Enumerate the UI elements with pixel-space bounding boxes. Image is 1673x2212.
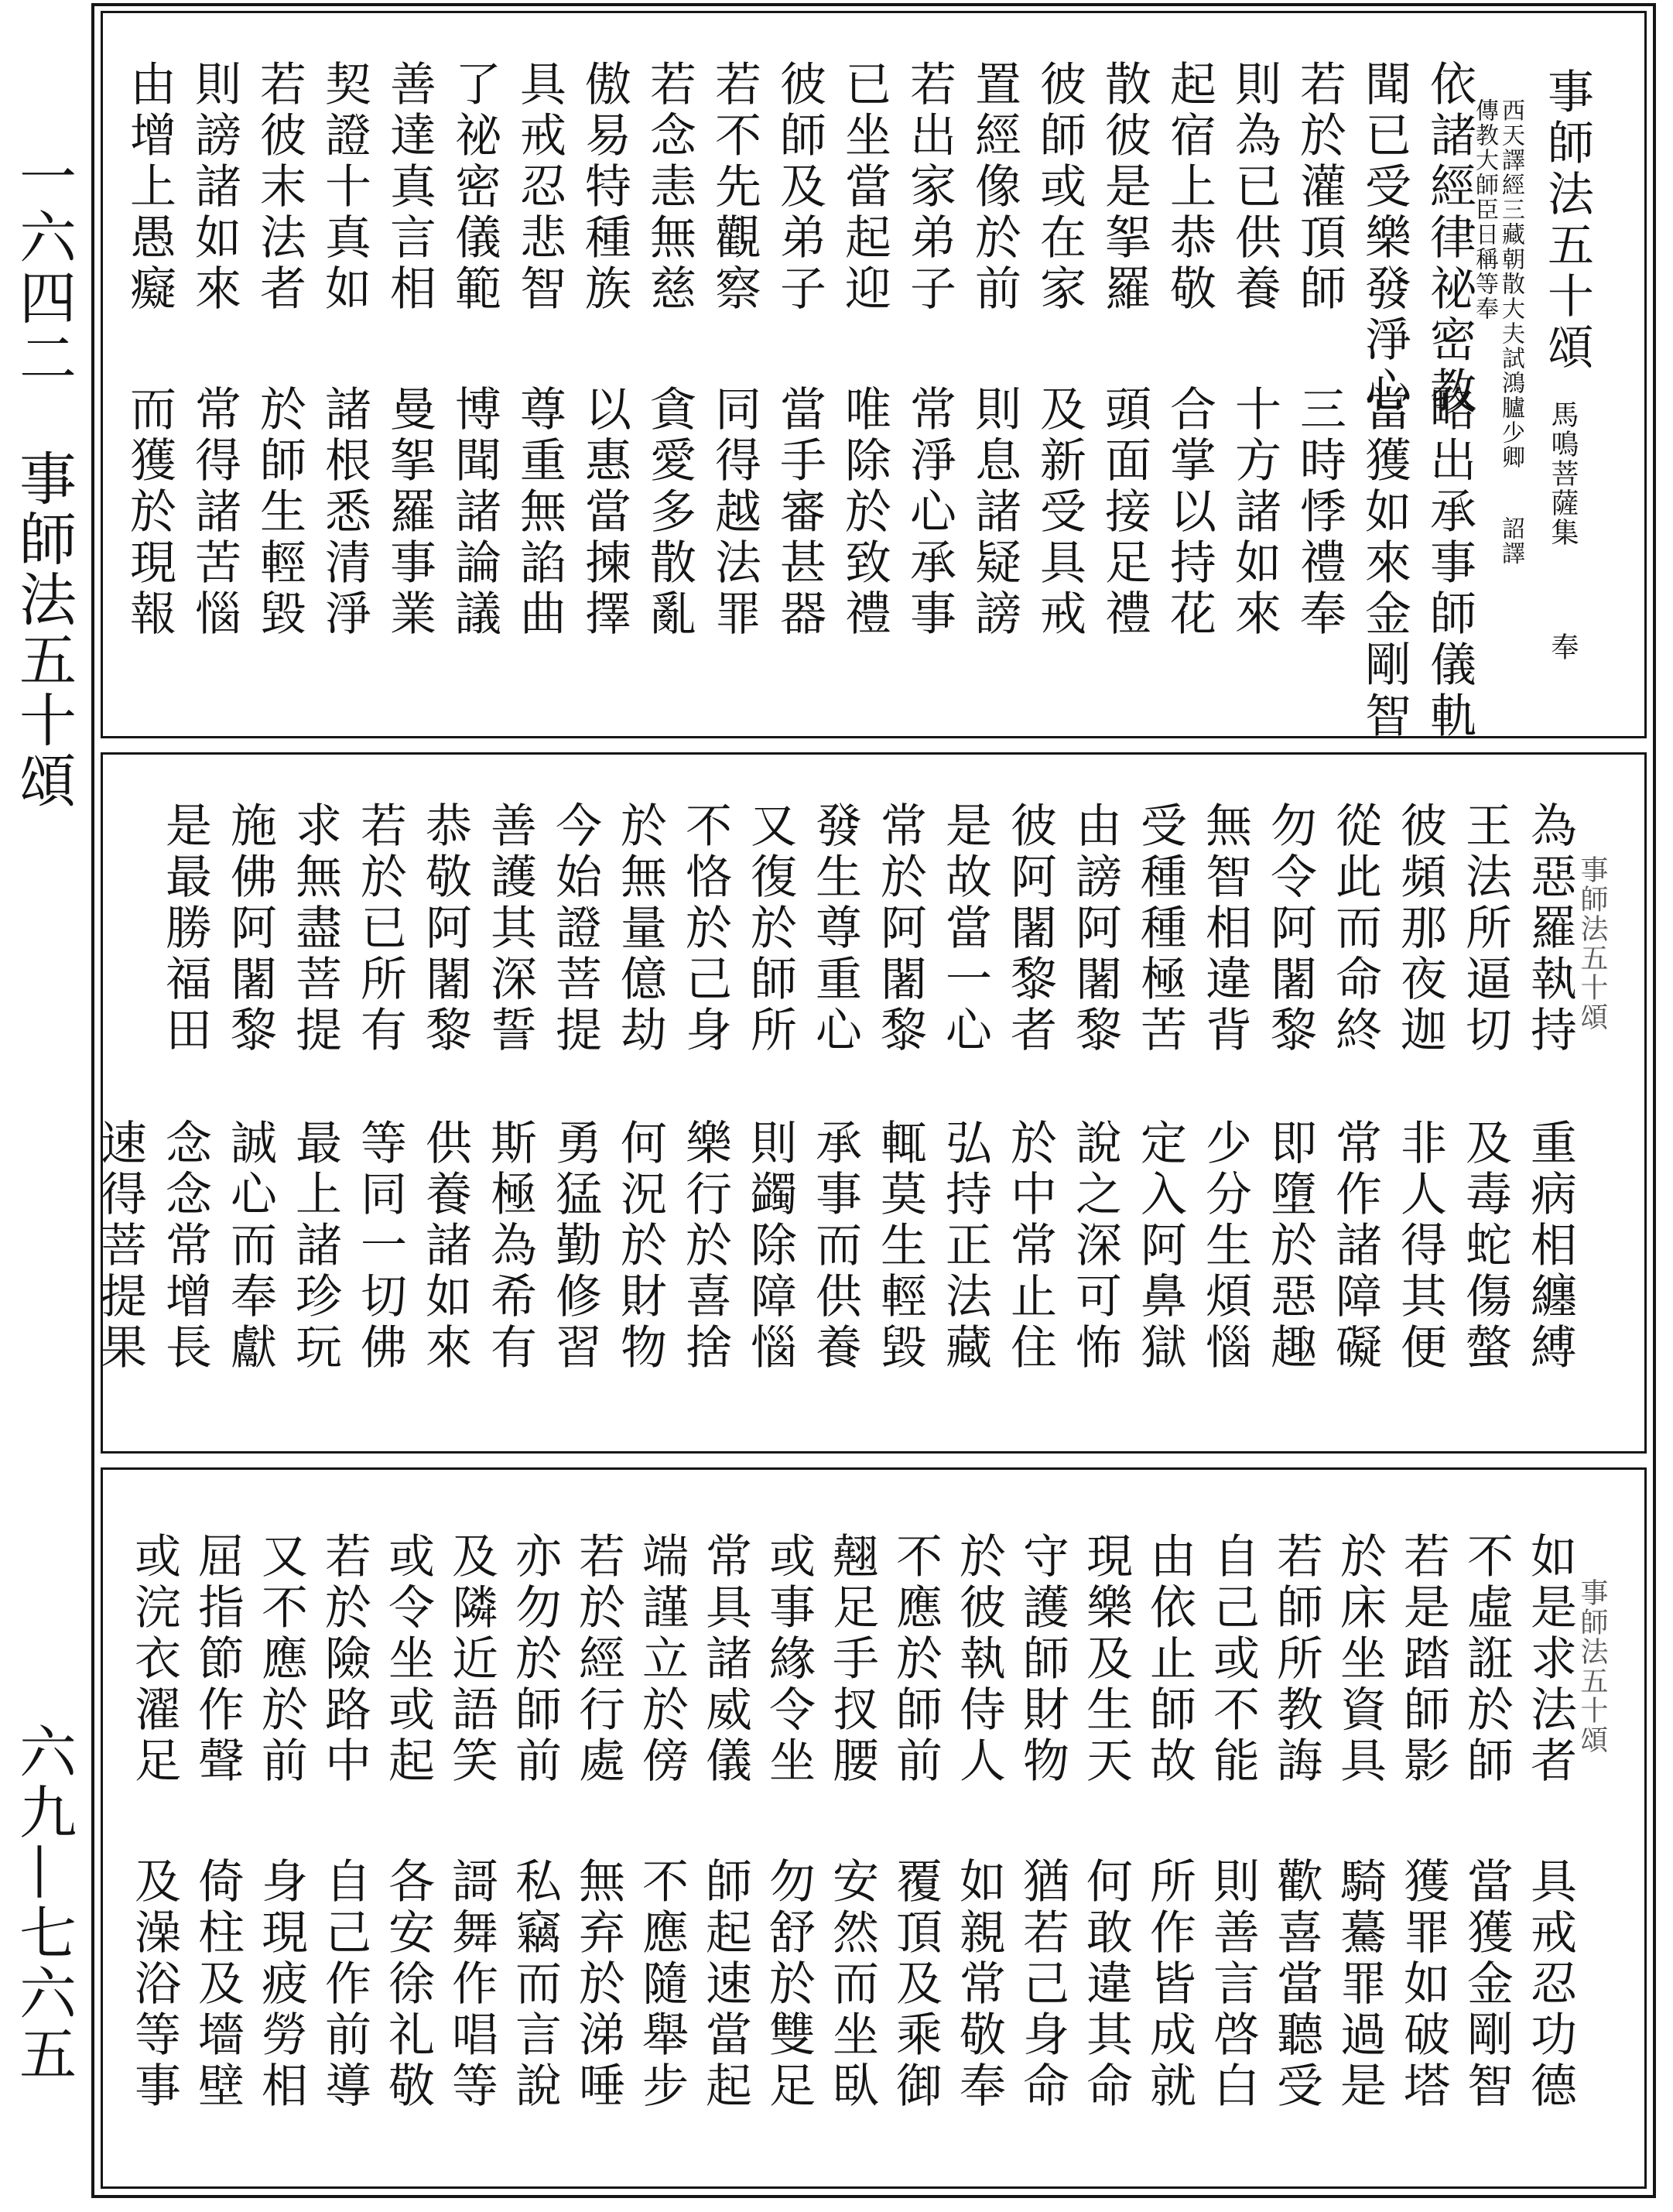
panel-header: 事師法五十頌 — [1576, 855, 1608, 1032]
verse-column: 曼挐羅事業 — [382, 385, 436, 640]
verse-column: 具戒忍功德 — [1523, 1857, 1577, 2112]
verse-column: 身現疲勞相 — [254, 1857, 308, 2112]
margin-page-number: 六九—七六五 — [10, 1722, 77, 2084]
verse-column: 歡喜當聽受 — [1269, 1857, 1323, 2112]
verse-column: 又不應於前 — [254, 1532, 308, 1787]
verse-column: 當獲金剛智 — [1459, 1857, 1514, 2112]
verse-column: 亦勿於師前 — [508, 1532, 562, 1787]
verse-column: 於中常止住 — [1003, 1118, 1057, 1374]
verse-column: 勿舒於雙足 — [761, 1857, 816, 2112]
verse-column: 置經像於前 — [967, 60, 1021, 315]
verse-column: 不虛誑於師 — [1459, 1532, 1514, 1787]
verse-column: 承事而供養 — [808, 1118, 862, 1374]
verse-column: 為惡羅執持 — [1523, 801, 1577, 1056]
verse-column: 若於險路中 — [317, 1532, 371, 1787]
verse-column: 猶若己身命 — [1015, 1857, 1069, 2112]
verse-column: 供養諸如來 — [418, 1118, 472, 1374]
verse-column: 彼阿闍黎者 — [1003, 801, 1057, 1056]
verse-column: 當獲如來金剛智 — [1357, 385, 1411, 742]
verse-column: 私竊而言說 — [508, 1857, 562, 2112]
verse-column: 即墮於惡趣 — [1263, 1118, 1317, 1374]
verse-column: 騎驀罪過是 — [1333, 1857, 1387, 2112]
verse-column: 則為已供養 — [1227, 60, 1281, 315]
verse-column: 十方諸如來 — [1227, 385, 1281, 640]
verse-column: 弘持正法藏 — [938, 1118, 992, 1374]
verse-column: 尊重無諂曲 — [512, 385, 566, 640]
verse-column: 彼師或在家 — [1032, 60, 1086, 315]
verse-column: 由依止師故 — [1142, 1532, 1196, 1787]
verse-column: 不恪於己身 — [678, 801, 732, 1056]
title: 事師法五十頌 — [1540, 67, 1594, 374]
verse-column: 最上諸珍玩 — [288, 1118, 342, 1374]
verse-column: 無弃於涕唾 — [571, 1857, 625, 2112]
verse-column: 依諸經律祕密教 — [1422, 60, 1476, 417]
author-note: 奉 — [1547, 632, 1579, 662]
verse-column: 重病相纏縛 — [1523, 1118, 1577, 1374]
verse-column: 自己或不能 — [1206, 1532, 1260, 1787]
verse-column: 若出家弟子 — [902, 60, 956, 315]
verse-column: 速得菩提果 — [93, 1118, 147, 1374]
verse-column: 師起速當起 — [698, 1857, 752, 2112]
verse-column: 常作諸障礙 — [1328, 1118, 1382, 1374]
verse-column: 則蠲除障惱 — [743, 1118, 797, 1374]
verse-column: 是故當一心 — [938, 801, 992, 1056]
panel-header: 事師法五十頌 — [1576, 1578, 1608, 1755]
verse-column: 所作皆成就 — [1142, 1857, 1196, 2112]
verse-column: 何況於財物 — [613, 1118, 667, 1374]
verse-column: 或浣衣濯足 — [127, 1532, 181, 1787]
verse-column: 少分生煩惱 — [1198, 1118, 1252, 1374]
verse-column: 誠心而奉獻 — [223, 1118, 277, 1374]
verse-column: 聞已受樂發淨心 — [1357, 60, 1411, 417]
verse-column: 現樂及生天 — [1079, 1532, 1133, 1787]
verse-column: 常具諸威儀 — [698, 1532, 752, 1787]
verse-column: 唯除於致禮 — [837, 385, 891, 640]
verse-column: 善達真言相 — [382, 60, 436, 315]
verse-column: 於床坐資具 — [1333, 1532, 1387, 1787]
verse-column: 等同一切佛 — [353, 1118, 407, 1374]
panel-1 — [101, 11, 1647, 742]
verse-column: 由謗阿闍黎 — [1068, 801, 1122, 1056]
verse-column: 常淨心承事 — [902, 385, 956, 640]
margin-page-label: 一六四二 事師法五十頌 — [10, 147, 77, 811]
verse-column: 勿令阿闍黎 — [1263, 801, 1317, 1056]
verse-column: 輒莫生輕毀 — [873, 1118, 927, 1374]
verse-column: 若於經行處 — [571, 1532, 625, 1787]
verse-column: 不應於師前 — [888, 1532, 943, 1787]
verse-column: 不應隨舉步 — [635, 1857, 689, 2112]
verse-column: 獲罪如破塔 — [1396, 1857, 1450, 2112]
verse-column: 王法所逼切 — [1458, 801, 1512, 1056]
verse-column: 念念常增長 — [158, 1118, 212, 1374]
verse-column: 或事緣令坐 — [761, 1532, 816, 1787]
translator-line: 傳教大師臣日稱等奉 — [1471, 98, 1498, 321]
panel-3 — [101, 1467, 1647, 2189]
verse-column: 若於已所有 — [353, 801, 407, 1056]
verse-column: 及毒蛇傷螫 — [1458, 1118, 1512, 1374]
panel-2 — [93, 752, 1647, 1454]
verse-column: 若不先觀察 — [707, 60, 761, 315]
verse-column: 倚柱及墻壁 — [190, 1857, 245, 2112]
verse-column: 合掌以持花 — [1162, 385, 1216, 640]
verse-column: 以惠當揀擇 — [577, 385, 631, 640]
verse-column: 若師所教誨 — [1269, 1532, 1323, 1787]
verse-column: 從此而命終 — [1328, 801, 1382, 1056]
verse-column: 如是求法者 — [1523, 1532, 1577, 1787]
verse-column: 勇猛勤修習 — [548, 1118, 602, 1374]
verse-column: 或令坐或起 — [381, 1532, 435, 1787]
verse-column: 是最勝福田 — [158, 801, 212, 1056]
verse-column: 恭敬阿闍黎 — [418, 801, 472, 1056]
verse-column: 博聞諸論議 — [447, 385, 501, 640]
verse-column: 無智相違背 — [1198, 801, 1252, 1056]
verse-column: 及澡浴等事 — [127, 1857, 181, 2112]
verse-column: 彼頻那夜迦 — [1393, 801, 1447, 1056]
verse-column: 覆頂及乘御 — [888, 1857, 943, 2112]
verse-column: 若念恚無慈 — [642, 60, 696, 315]
verse-column: 若於灌頂師 — [1292, 60, 1346, 315]
verse-column: 謌舞作唱等 — [444, 1857, 498, 2112]
verse-column: 非人得其便 — [1393, 1118, 1447, 1374]
verse-column: 略出承事師儀軌 — [1422, 385, 1476, 742]
verse-column: 如親常敬奉 — [952, 1857, 1006, 2112]
verse-column: 定入阿鼻獄 — [1133, 1118, 1187, 1374]
verse-column: 同得越法罪 — [707, 385, 761, 640]
verse-column: 及新受具戒 — [1032, 385, 1086, 640]
verse-column: 善護其深誓 — [483, 801, 537, 1056]
verse-column: 各安徐礼敬 — [381, 1857, 435, 2112]
verse-column: 常於阿闍黎 — [873, 801, 927, 1056]
verse-column: 及隣近語笑 — [444, 1532, 498, 1787]
verse-column: 由增上愚癡 — [122, 60, 176, 315]
verse-column: 已坐當起迎 — [837, 60, 891, 315]
verse-column: 施佛阿闍黎 — [223, 801, 277, 1056]
verse-column: 於無量億劫 — [613, 801, 667, 1056]
verse-column: 樂行於喜捨 — [678, 1118, 732, 1374]
verse-column: 起宿上恭敬 — [1162, 60, 1216, 315]
verse-column: 今始證菩提 — [548, 801, 602, 1056]
verse-column: 了祕密儀範 — [447, 60, 501, 315]
verse-column: 說之深可怖 — [1068, 1118, 1122, 1374]
verse-column: 三時悸禮奉 — [1292, 385, 1346, 640]
verse-column: 發生尊重心 — [808, 801, 862, 1056]
verse-column: 自己作前導 — [317, 1857, 371, 2112]
verse-column: 則謗諸如來 — [187, 60, 241, 315]
verse-column: 傲易特種族 — [577, 60, 631, 315]
author: 馬鳴菩薩集 — [1547, 400, 1579, 547]
verse-column: 安然而坐臥 — [825, 1857, 879, 2112]
verse-column: 於彼執侍人 — [952, 1532, 1006, 1787]
translator-line: 西天譯經三藏朝散大夫試鴻臚少卿 — [1497, 98, 1524, 470]
verse-column: 端謹立於傍 — [635, 1532, 689, 1787]
translator-note: 詔譯 — [1497, 516, 1524, 566]
verse-column: 當手審甚器 — [772, 385, 826, 640]
verse-column: 彼師及弟子 — [772, 60, 826, 315]
verse-column: 頭面接足禮 — [1097, 385, 1151, 640]
verse-column: 又復於師所 — [743, 801, 797, 1056]
verse-column: 何敢違其命 — [1079, 1857, 1133, 2112]
verse-column: 散彼是挐羅 — [1097, 60, 1151, 315]
verse-column: 若是踏師影 — [1396, 1532, 1450, 1787]
verse-column: 則息諸疑謗 — [967, 385, 1021, 640]
verse-column: 貪愛多散亂 — [642, 385, 696, 640]
verse-column: 常得諸苦惱 — [187, 385, 241, 640]
verse-column: 翹足手扠腰 — [825, 1532, 879, 1787]
verse-column: 諸根悉清淨 — [317, 385, 371, 640]
verse-column: 求無盡菩提 — [288, 801, 342, 1056]
verse-column: 屈指節作聲 — [190, 1532, 245, 1787]
verse-column: 受種種極苦 — [1133, 801, 1187, 1056]
verse-column: 而獲於現報 — [122, 385, 176, 640]
verse-column: 契證十真如 — [317, 60, 371, 315]
verse-column: 斯極為希有 — [483, 1118, 537, 1374]
verse-column: 守護師財物 — [1015, 1532, 1069, 1787]
verse-column: 於師生輕毀 — [252, 385, 306, 640]
verse-column: 具戒忍悲智 — [512, 60, 566, 315]
verse-column: 則善言啓白 — [1206, 1857, 1260, 2112]
verse-column: 若彼末法者 — [252, 60, 306, 315]
